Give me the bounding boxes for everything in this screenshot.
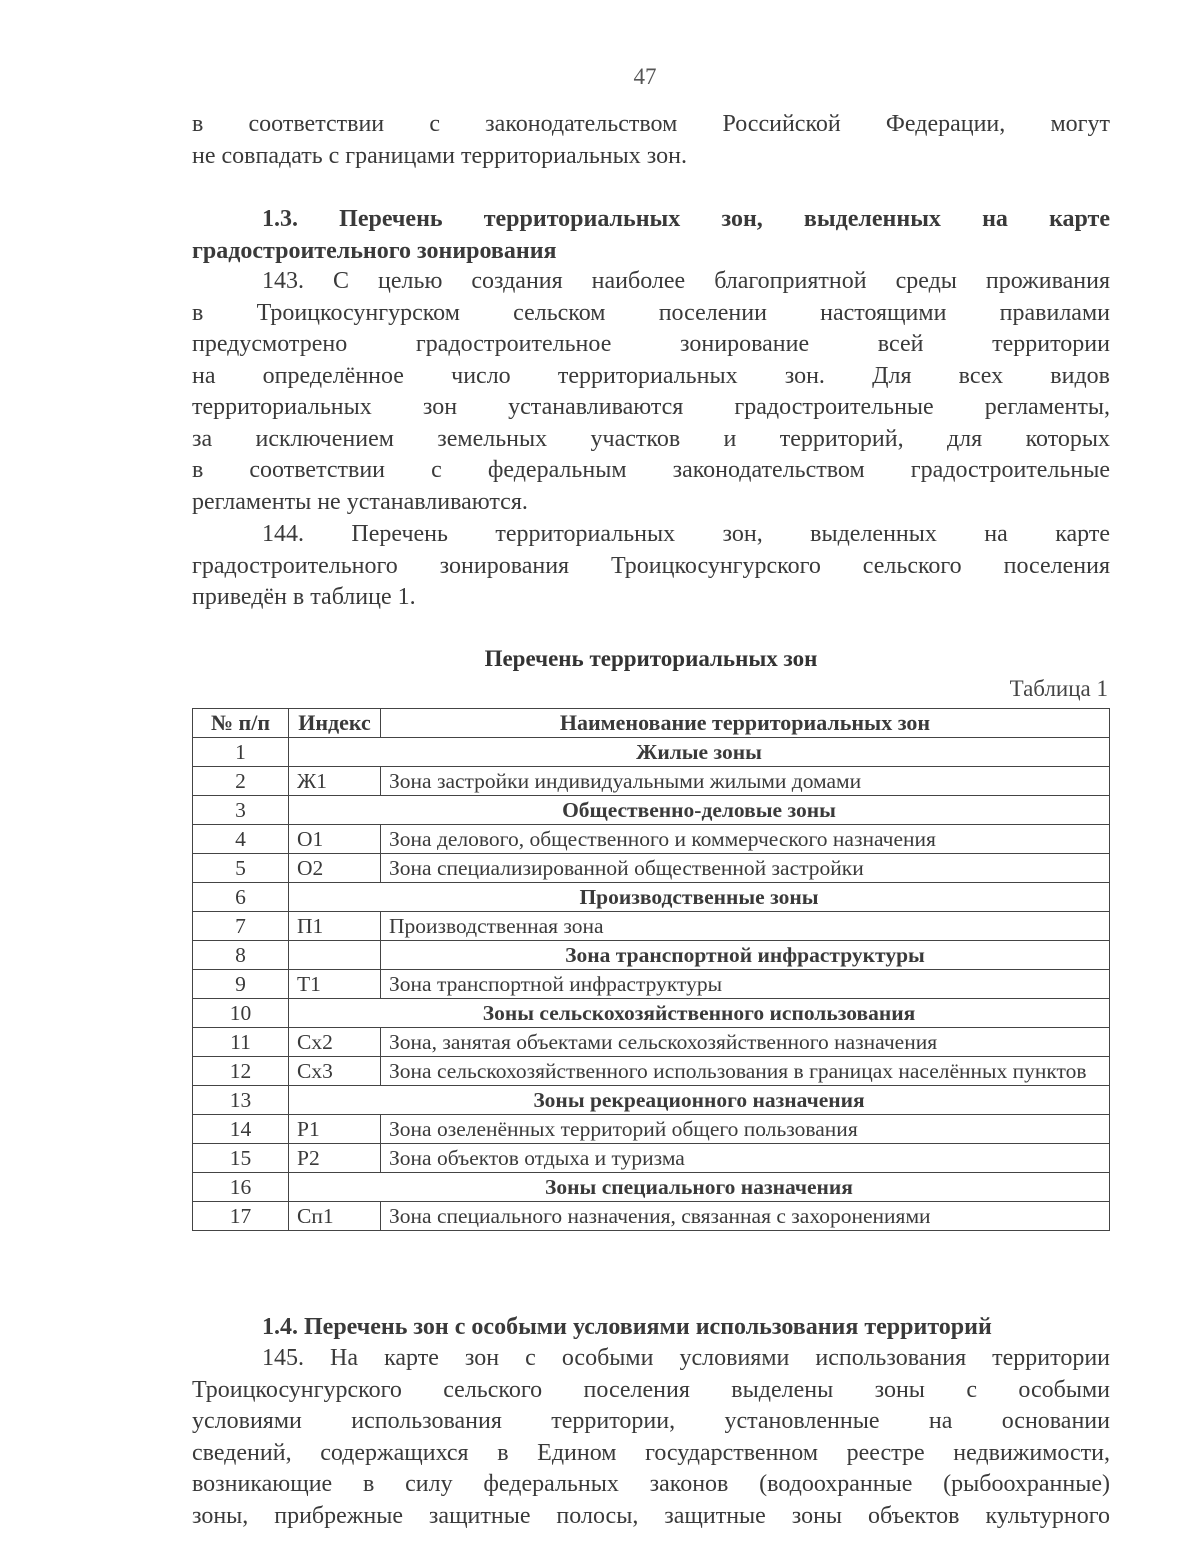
index-cell: Ж1 [289,767,381,796]
table-group-row [193,1173,1110,1202]
header-cell-index: Индекс [289,709,381,738]
index-cell: Т1 [289,970,381,999]
paragraph-144 [192,519,1110,614]
row-number-cell: 3 [193,796,289,825]
table-row [193,970,1110,999]
row-number-cell: 11 [193,1028,289,1057]
row-number-cell: 8 [193,941,289,970]
row-number-cell: 7 [193,912,289,941]
table-row [193,1028,1110,1057]
page-number: 47 [633,64,657,89]
text-line: приведён в таблице 1. [192,584,416,610]
row-number-cell: 17 [193,1202,289,1231]
text-line: в соответствии с законодательством Российской Федерации, могут [192,111,1110,137]
text-line: территориальных зон устанавливаются градостроительные регламенты, [192,394,1110,420]
table-group-row [193,796,1110,825]
text-line: сведений, содержащихся в Едином государственном реестре недвижимости, [192,1439,1110,1466]
row-number-cell: 15 [193,1144,289,1173]
zone-name-cell: Зона озеленённых территорий общего пользования [381,1115,1110,1144]
text-line: 143. С целью создания наиболее благоприятной среды проживания [262,268,1110,294]
zone-name-cell: Зона делового, общественного и коммерческого назначения [381,825,1110,854]
text-line: в Троицкосунгурском сельском поселении настоящими правилами [192,299,1110,326]
header-cell-number: № п/п [193,709,289,738]
table-header-row [193,709,1110,738]
index-cell: Р2 [289,1144,381,1173]
row-number-cell: 16 [193,1173,289,1202]
row-number-cell: 5 [193,854,289,883]
row-number-cell: 1 [193,738,289,767]
row-number-cell: 12 [193,1057,289,1086]
text-line: 144. Перечень территориальных зон, выделенных на карте [262,521,1110,547]
text-line: возникающие в силу федеральных законов (водоохранные (рыбоохранные) [192,1471,1110,1497]
text-line: Троицкосунгурского сельского поселения выделены зоны с особыми [192,1376,1110,1403]
table-group-row [193,999,1110,1028]
heading-line: 1.3. Перечень территориальных зон, выделенных на карте [262,206,1110,232]
zone-name-cell: Зона застройки индивидуальными жилыми домами [381,767,1110,796]
group-title-cell: Общественно-деловые зоны [289,796,1110,825]
index-cell: П1 [289,912,381,941]
index-cell: Сх3 [289,1057,381,1086]
text-line: градостроительного зонирования Троицкосунгурского сельского поселения [192,552,1110,579]
section-heading-1-4 [192,1312,1110,1344]
paragraph-143 [192,266,1110,518]
paragraph-145 [192,1343,1110,1532]
index-cell: О1 [289,825,381,854]
table-group-row [193,738,1110,767]
group-title-cell: Зоны специального назначения [289,1173,1110,1202]
zones-table [192,708,1110,1231]
section-heading-1-3 [192,204,1110,267]
table-row [193,912,1110,941]
group-title-cell: Производственные зоны [289,883,1110,912]
text-line: не совпадать с границами территориальных зон. [192,142,687,169]
table-group-row [193,883,1110,912]
row-number-cell: 9 [193,970,289,999]
text-line: предусмотрено градостроительное зонирование всей территории [192,331,1110,357]
zone-name-cell: Зона специализированной общественной застройки [381,854,1110,883]
table-body [193,738,1110,1231]
text-line: за исключением земельных участков и территорий, для которых [192,425,1110,452]
group-title-cell: Зоны сельскохозяйственного использования [289,999,1110,1028]
table-caption: Перечень территориальных зон [484,646,818,671]
group-title-cell: Жилые зоны [289,738,1110,767]
group-title-cell: Зоны рекреационного назначения [289,1086,1110,1115]
text-line: на определённое число территориальных зон. Для всех видов [192,362,1110,389]
table-row [193,1202,1110,1231]
row-number-cell: 4 [193,825,289,854]
row-number-cell: 14 [193,1115,289,1144]
index-cell: Сп1 [289,1202,381,1231]
table-row [193,854,1110,883]
text-line: условиями использования территории, установленные на основании [192,1408,1110,1434]
zone-name-cell: Зона специального назначения, связанная с захоронениями [381,1202,1110,1231]
table-row [193,825,1110,854]
table-row [193,1115,1110,1144]
group-title-cell: Зона транспортной инфраструктуры [381,941,1110,970]
zone-name-cell: Производственная зона [381,912,1110,941]
table-group-row [193,941,1110,970]
zone-name-cell: Зона объектов отдыха и туризма [381,1144,1110,1173]
zone-name-cell: Зона сельскохозяйственного использования в границах населённых пунктов [381,1057,1110,1086]
row-number-cell: 13 [193,1086,289,1115]
text-line: зоны, прибрежные защитные полосы, защитные зоны объектов культурного [192,1502,1110,1529]
zone-name-cell: Зона, занятая объектами сельскохозяйственного назначения [381,1028,1110,1057]
heading-line: 1.4. Перечень зон с особыми условиями использования территорий [262,1314,992,1340]
table-group-row [193,1086,1110,1115]
text-line: 145. На карте зон с особыми условиями использования территории [262,1345,1110,1371]
table-row [193,1057,1110,1086]
table-row [193,1144,1110,1173]
index-cell: О2 [289,854,381,883]
index-cell [289,941,381,970]
row-number-cell: 2 [193,767,289,796]
intro-paragraph [192,109,1110,172]
zone-name-cell: Зона транспортной инфраструктуры [381,970,1110,999]
text-line: в соответствии с федеральным законодательством градостроительные [192,457,1110,483]
header-cell-name: Наименование территориальных зон [381,709,1110,738]
row-number-cell: 10 [193,999,289,1028]
row-number-cell: 6 [193,883,289,912]
table-row [193,767,1110,796]
index-cell: Р1 [289,1115,381,1144]
text-line: регламенты не устанавливаются. [192,488,528,515]
index-cell: Сх2 [289,1028,381,1057]
table-label: Таблица 1 [1009,676,1108,701]
heading-line: градостроительного зонирования [192,237,557,264]
